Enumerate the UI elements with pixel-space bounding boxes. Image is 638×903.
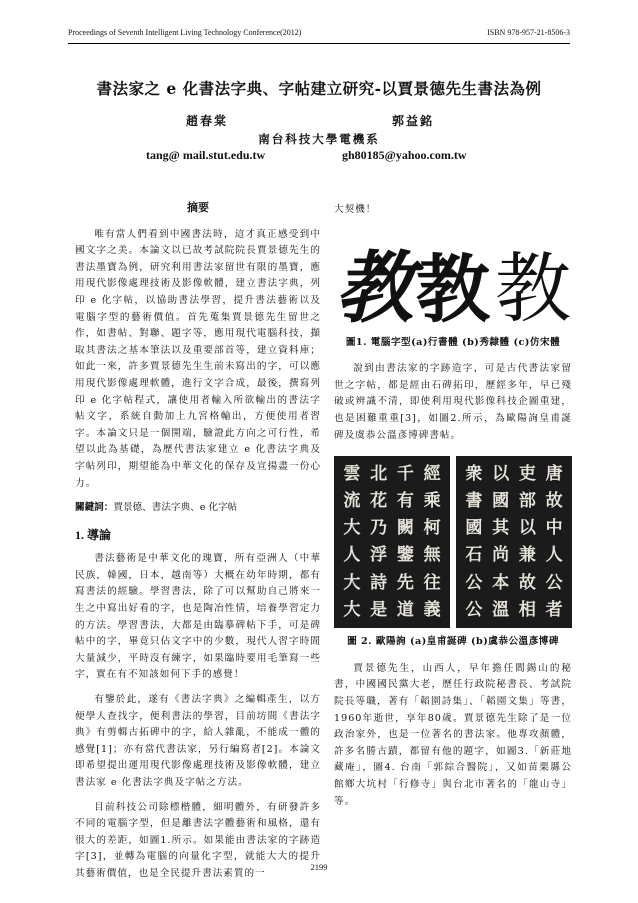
stele-glyph: 大 (343, 572, 361, 593)
stele-glyph: 人 (343, 545, 361, 566)
paper-title: 書法家之 e 化書法字典、字帖建立研究-以賈景德先生書法為例 (96, 79, 542, 98)
abstract-text: 唯有當人們看到中國書法時，這才真正感受到中國文字之美。本論文以已故考試院院長賈景德先生的書法墨寶為例，研究利用書法家留世有限的墨寶，應用現代影像處理技術及影像軟體，建立書法字典，列印 e 化字帖，以協助書法學習，提升書法藝術以及電腦字型的藝術價值。首先蒐集賈景德先生留世之作，如書帖、對聯、題字等，應用現代電腦科技，擷取其書法之基本筆法以及重要部首等，建立資料庫；如此一來，許多賈景德先生生前未寫出的字，可以應用現代影像處理軟體，進行文字合成，最後，撰寫列印 e 化字帖程式，讓使用者輸入所欲輸出的書法字帖文字，系統自動加上九宮格輸出，方便使用者習字。本論文只是一個開端，驗證此方向之可行性，希望以此為基礎，為歷代書法家建立 e 化書法字典及字帖列印，期望能為中華文化的保存及宣揚盡一份心力。 (75, 228, 321, 489)
figure-1 (334, 239, 572, 331)
email-1: tang@ mail.stut.edu.tw (146, 148, 266, 162)
stele-glyph: 流 (343, 491, 361, 512)
email-2: gh80185@yahoo.com.tw (342, 148, 467, 162)
author-1: 趙春棠 (186, 114, 229, 128)
paragraph: 書法藝術是中華文化的瑰寶，所有亞洲人（中華民族，韓國，日本，越南等）大概在幼年時期，都有寫書法的經驗。學習書法，除了可以幫助自己將來一生之中寫出好看的字，也是陶冶性情，培養學習定力的方法。學習書法，大都是由臨摹碑帖下手，可是碑帖中的字，畢竟只佔文字中的少數，現代人習字時間大量減少，平時沒有練字，如果臨時要用毛筆寫一些字，實在有不知該如何下手的感覺！ (75, 553, 321, 681)
stele-glyph: 國 (492, 491, 510, 512)
figure-1-glyph-a: 教 (334, 242, 414, 331)
rubbing-wen-yanbo-stele (456, 456, 572, 628)
figure-2-caption: 圖 2. 歐陽詢 (a)皇甫誕碑 (b)虞恭公溫彥博碑 (347, 636, 559, 648)
stele-glyph: 部 (518, 491, 536, 512)
stele-glyph: 乃 (370, 518, 388, 539)
keywords-text: 賈景德、書法字典、e 化字帖 (113, 502, 238, 514)
stele-glyph: 公 (465, 572, 483, 593)
stele-glyph: 經 (423, 463, 441, 484)
stele-glyph: 花 (370, 491, 388, 512)
figure-1-glyph-b: 教 (416, 246, 490, 331)
stele-glyph: 闕 (396, 518, 414, 539)
stele-glyph: 義 (423, 599, 441, 620)
section-heading: 1. 導論 (75, 527, 112, 542)
stele-glyph: 乘 (423, 491, 441, 512)
stele-glyph: 本 (492, 572, 510, 593)
stele-glyph: 者 (545, 599, 563, 620)
stele-glyph: 有 (396, 491, 414, 512)
stele-glyph: 雲 (343, 463, 361, 484)
left-column (75, 200, 321, 891)
stele-glyph: 柯 (423, 518, 441, 539)
stele-glyph: 國 (465, 518, 483, 539)
stele-glyph: 以 (518, 518, 536, 539)
stele-glyph: 千 (396, 463, 414, 484)
stele-glyph: 先 (396, 572, 414, 593)
stele-glyph: 唐 (545, 463, 563, 484)
keywords (75, 500, 321, 517)
author-2: 郭益銘 (392, 114, 435, 128)
paragraph: 說到由書法家的字跡造字，可是古代書法家留世之字帖，都是經由石碑拓印，歷經多年，早已殘破或辨識不清，即使利用現代影像科技企圖重建，也是困難重重[3]，如圖2.所示，為歐陽詢皇甫誕碑及虞恭公溫彥博碑書帖。 (334, 363, 572, 441)
stele-glyph: 書 (465, 491, 483, 512)
running-header-right: ISBN 978-957-21-8506-3 (487, 28, 570, 37)
paragraph: 賈景德先生，山西人，早年擔任閻錫山的秘書，中國國民黨大老，歷任行政院秘書長、考試院院長等職，著有「韜園詩集」、「韜園文集」等書，1960年逝世，享年80歲。賈景德先生除了是一位政治家外，也是一位著名的書法家。他專攻顏體，許多名勝古蹟，都留有他的題字，如圖3.「新莊地藏庵」，圖4. 台南「郭綜合醫院」，又如苗栗縣公館鄉大坑村「行修寺」與台北市著名的「龍山寺」等。 (334, 662, 572, 807)
header-rule (68, 43, 570, 44)
stele-glyph: 浮 (370, 545, 388, 566)
stele-glyph: 其 (492, 518, 510, 539)
figure-2 (334, 456, 572, 628)
stele-glyph: 北 (370, 463, 388, 484)
affiliation: 南台科技大學電機系 (258, 132, 380, 146)
stele-glyph: 故 (545, 491, 563, 512)
abstract-heading: 摘要 (187, 201, 209, 214)
stele-glyph: 溫 (492, 599, 510, 620)
paragraph: 目前科技公司除標楷體，細明體外，有研發許多不同的電腦字型，但是離書法字體藝術和風格，還有很大的差距，如圖1.所示。如果能由書法家的字跡造字[3]，並轉為電腦的向量化字型，就能大大的提升其藝術價值，也是全民提升書法素質的一 (75, 801, 321, 879)
right-column (334, 200, 572, 818)
stele-glyph: 無 (423, 545, 441, 566)
stele-glyph: 公 (465, 599, 483, 620)
stele-glyph: 衆 (465, 463, 483, 484)
continuation-text: 大契機！ (334, 204, 377, 215)
stele-glyph: 中 (545, 518, 563, 539)
stele-glyph: 是 (370, 599, 388, 620)
stele-glyph: 大 (343, 518, 361, 539)
stele-glyph: 大 (343, 599, 361, 620)
stele-glyph: 道 (396, 599, 414, 620)
keywords-label: 關鍵詞： (75, 502, 114, 514)
stele-glyph: 相 (518, 599, 536, 620)
stele-glyph: 兼 (518, 545, 536, 566)
page-number: 2199 (310, 862, 328, 872)
stele-glyph: 鑒 (396, 545, 414, 566)
stele-glyph: 公 (545, 572, 563, 593)
running-header-left: Proceedings of Seventh Intelligent Living Technology Conference(2012) (68, 28, 302, 37)
figure-1-caption: 圖1. 電腦字型(a)行書體 (b)秀隸體 (c)仿宋體 (345, 336, 561, 348)
paragraph: 有鑒於此，遂有《書法字典》之編輯產生，以方便學人查找字，便利書法的學習，目前坊間《書法字典》有剪輯古拓碑中的字，給人雜亂，不能成一體的感覺[1]；亦有當代書法家，另行編寫者[2]。本論文即希望提出運用現代影像處理技術及影像軟體，建立書法家 e 化書法字典及字帖之方法。 (75, 694, 321, 788)
figure-1-image (334, 239, 572, 331)
stele-glyph: 人 (545, 545, 563, 566)
stele-glyph: 尚 (492, 545, 510, 566)
stele-glyph: 故 (518, 572, 536, 593)
stele-glyph: 詩 (370, 572, 388, 593)
figure-1-glyph-c: 教 (495, 243, 571, 331)
stele-glyph: 石 (465, 545, 483, 566)
stele-glyph: 吏 (518, 463, 536, 484)
stele-glyph: 以 (492, 463, 510, 484)
stele-glyph: 往 (423, 572, 441, 593)
rubbing-huangfu-dan-stele (334, 456, 450, 628)
